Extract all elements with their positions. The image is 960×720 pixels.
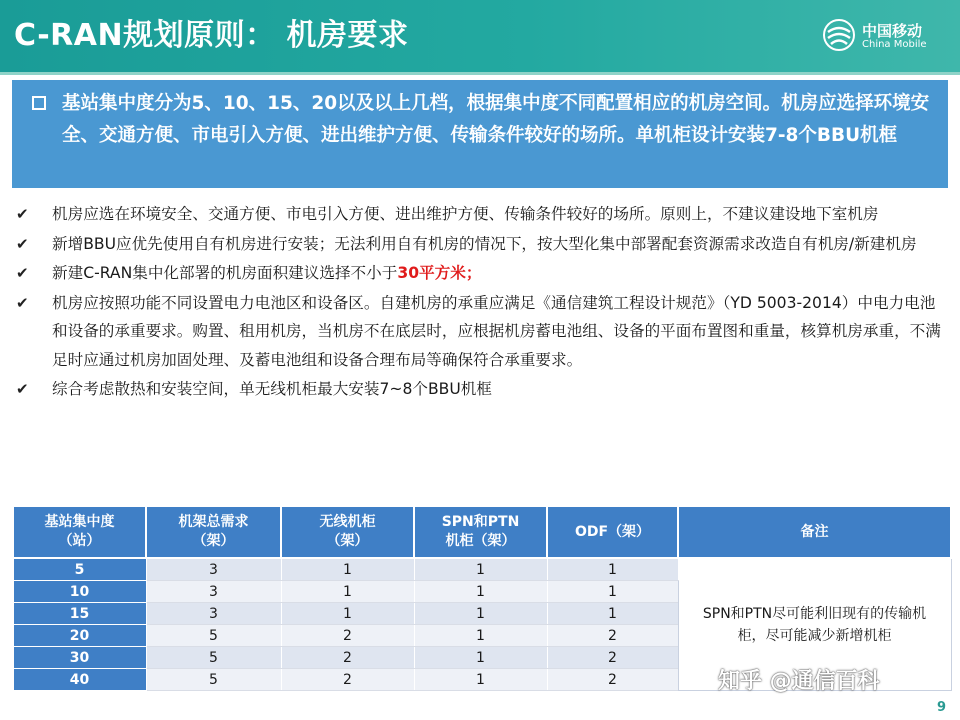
cell-concentration: 20 bbox=[13, 625, 146, 647]
cell-odf: 1 bbox=[547, 603, 678, 625]
col-header-wireless-cabinets: 无线机柜 （架） bbox=[281, 506, 414, 558]
logo-text-en: China Mobile bbox=[862, 39, 927, 50]
list-item-text: 新增BBU应优先使用自有机房进行安装；无法利用自有机房的情况下，按大型化集中部署配套资源需求改造自有机房/新建机房 bbox=[52, 234, 917, 253]
col-header-notes: 备注 bbox=[678, 506, 951, 558]
list-item bbox=[14, 230, 944, 259]
cell-wireless-cabinets: 2 bbox=[281, 647, 414, 669]
table-header-row bbox=[13, 506, 951, 558]
page-title: C-RAN规划原则： 机房要求 bbox=[14, 18, 409, 53]
cell-spn-ptn-cabinets: 1 bbox=[414, 669, 547, 691]
list-item bbox=[14, 259, 944, 288]
cell-total-racks: 5 bbox=[146, 669, 281, 691]
logo-text-cn: 中国移动 bbox=[862, 22, 923, 40]
list-item-text: 综合考虑散热和安装空间，单无线机柜最大安装7~8个BBU机框 bbox=[52, 380, 492, 398]
cell-odf: 1 bbox=[547, 558, 678, 581]
square-bullet-icon bbox=[32, 96, 46, 110]
cell-note: SPN和PTN尽可能利旧现有的传输机柜，尽可能减少新增机柜 bbox=[678, 558, 951, 691]
cell-total-racks: 3 bbox=[146, 603, 281, 625]
cell-wireless-cabinets: 1 bbox=[281, 581, 414, 603]
cell-odf: 2 bbox=[547, 647, 678, 669]
cell-total-racks: 5 bbox=[146, 647, 281, 669]
cell-concentration: 10 bbox=[13, 581, 146, 603]
cell-wireless-cabinets: 2 bbox=[281, 669, 414, 691]
china-mobile-logo-icon bbox=[822, 18, 856, 52]
cell-spn-ptn-cabinets: 1 bbox=[414, 647, 547, 669]
checkmark-icon: ✔ bbox=[16, 380, 29, 398]
cell-total-racks: 3 bbox=[146, 558, 281, 581]
cell-spn-ptn-cabinets: 1 bbox=[414, 603, 547, 625]
cell-wireless-cabinets: 1 bbox=[281, 603, 414, 625]
checkmark-icon: ✔ bbox=[16, 264, 29, 282]
intro-box bbox=[12, 80, 948, 188]
list-item bbox=[14, 200, 944, 229]
col-header-concentration: 基站集中度 （站） bbox=[13, 506, 146, 558]
col-header-odf: ODF（架） bbox=[547, 506, 678, 558]
col-header-total-racks: 机架总需求 （架） bbox=[146, 506, 281, 558]
checkmark-icon: ✔ bbox=[16, 205, 29, 223]
cell-concentration: 5 bbox=[13, 558, 146, 581]
cell-concentration: 40 bbox=[13, 669, 146, 691]
checkmark-icon: ✔ bbox=[16, 234, 29, 253]
area-highlight: 30平方米； bbox=[397, 264, 482, 282]
intro-text: 基站集中度分为5、10、15、20以及以上几档，根据集中度不同配置相应的机房空间。机房应选择环境安全、交通方便、市电引入方便、进出维护方便、传输条件较好的场所。单机柜设计安装7-8个BBU机框 bbox=[62, 93, 930, 146]
header-divider bbox=[0, 72, 960, 75]
cell-total-racks: 5 bbox=[146, 625, 281, 647]
list-item-text: 机房应按照功能不同设置电力电池区和设备区。自建机房的承重应满足《通信建筑工程设计规范》（YD 5003-2014）中电力电池和设备的承重要求。购置、租用机房，当机房不在底层时，应根据机房蓄电池组、设备的平面布置图和重量，核算机房承重，不满足时应通过机房加固处理、及蓄电池组和设备合理布局等确保符合承重要求。 bbox=[52, 293, 941, 369]
list-item-text: 新建C-RAN集中化部署的机房面积建议选择不小于 bbox=[52, 264, 398, 282]
checkmark-icon: ✔ bbox=[16, 293, 29, 312]
cell-concentration: 15 bbox=[13, 603, 146, 625]
cell-odf: 2 bbox=[547, 669, 678, 691]
china-mobile-logo bbox=[822, 14, 942, 56]
cell-spn-ptn-cabinets: 1 bbox=[414, 625, 547, 647]
list-item bbox=[14, 375, 944, 404]
cell-wireless-cabinets: 1 bbox=[281, 558, 414, 581]
requirements-list bbox=[14, 200, 944, 405]
page-number: 9 bbox=[936, 700, 946, 715]
list-item-text: 机房应选在环境安全、交通方便、市电引入方便、进出维护方便、传输条件较好的场所。原则上，不建议建设地下室机房 bbox=[52, 205, 879, 223]
cell-odf: 1 bbox=[547, 581, 678, 603]
cell-spn-ptn-cabinets: 1 bbox=[414, 581, 547, 603]
title-bar bbox=[0, 0, 960, 72]
table-row bbox=[13, 558, 951, 581]
cell-spn-ptn-cabinets: 1 bbox=[414, 558, 547, 581]
cell-concentration: 30 bbox=[13, 647, 146, 669]
cell-wireless-cabinets: 2 bbox=[281, 625, 414, 647]
cell-odf: 2 bbox=[547, 625, 678, 647]
cell-total-racks: 3 bbox=[146, 581, 281, 603]
list-item bbox=[14, 289, 944, 375]
watermark: 知乎 @通信百科 bbox=[718, 669, 880, 694]
col-header-spn-ptn-cabinets: SPN和PTN 机柜（架） bbox=[414, 506, 547, 558]
